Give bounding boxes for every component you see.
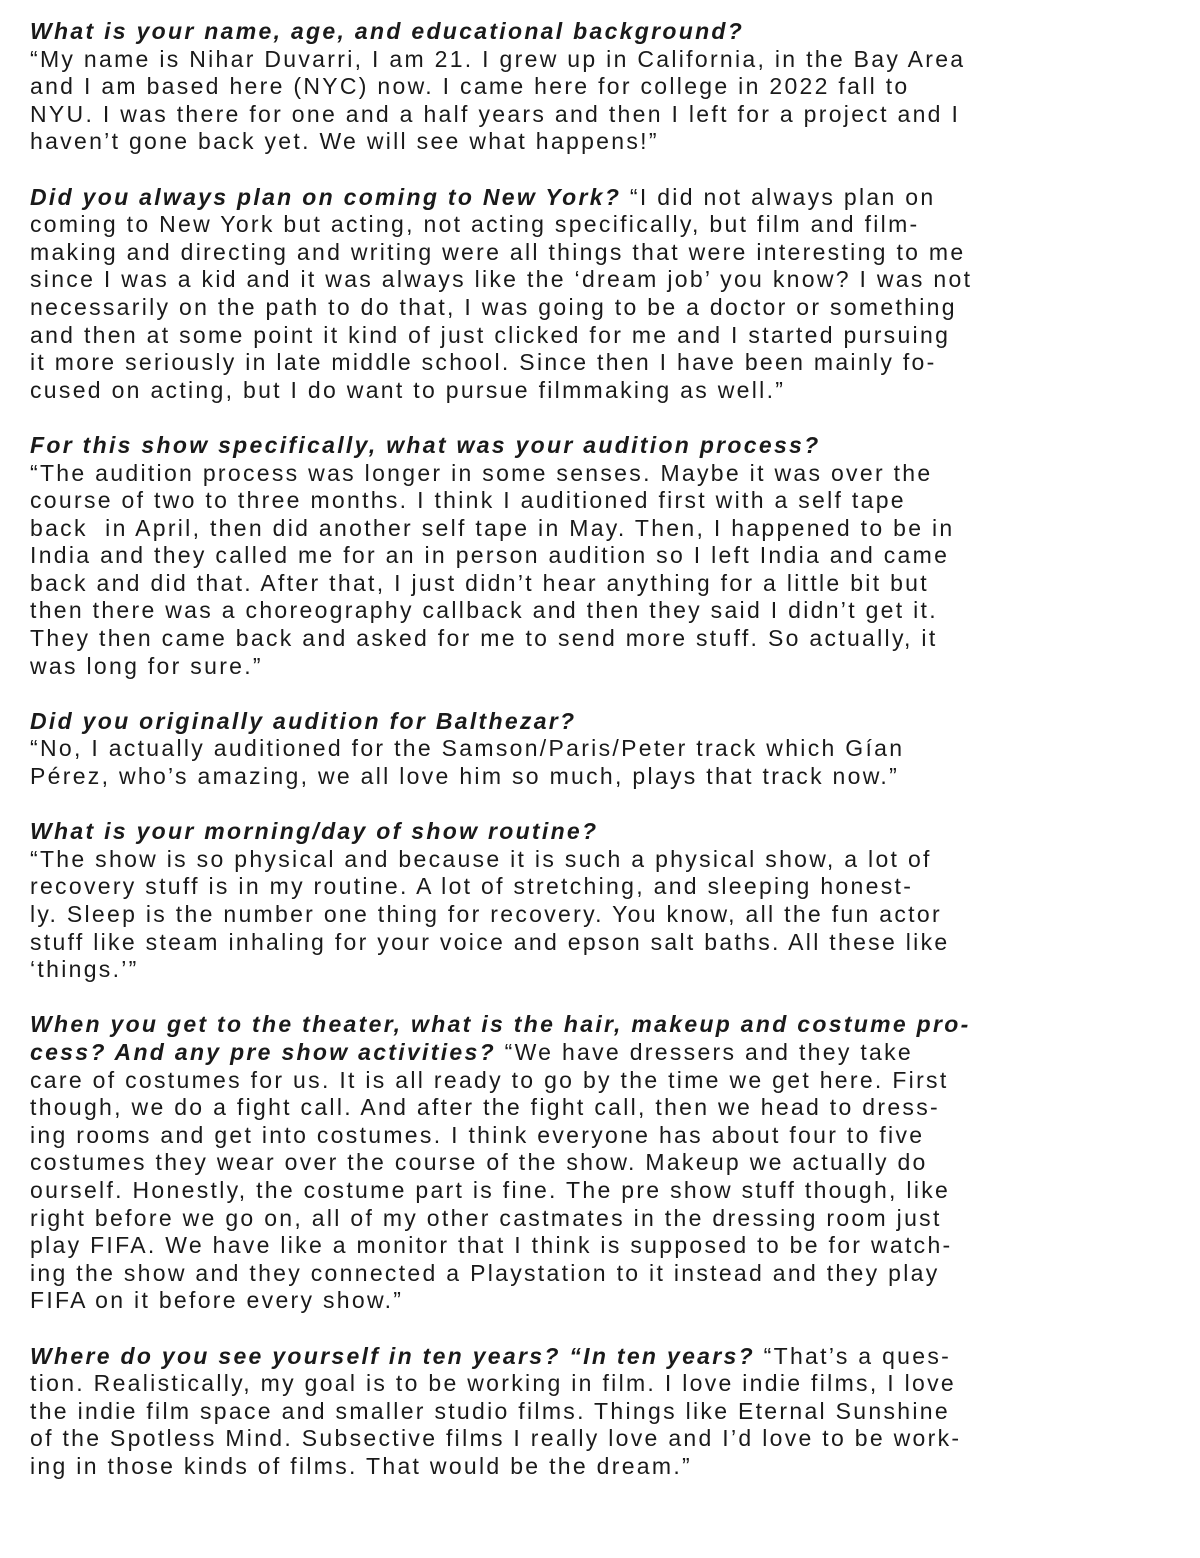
text-line: [30, 294, 1175, 322]
answer-text: ing in those kinds of films. That would be the dream.”: [30, 1452, 692, 1479]
text-line: [30, 1149, 1175, 1177]
answer-text: necessarily on the path to do that, I was going to be a doctor or something: [30, 293, 957, 320]
text-line: [30, 1370, 1175, 1398]
answer-text: course of two to three months. I think I auditioned first with a self tape: [30, 487, 906, 514]
answer-text: haven’t gone back yet. We will see what happens!”: [30, 128, 659, 155]
text-line: [30, 1067, 1175, 1095]
text-line: [30, 1039, 1175, 1067]
text-line: [30, 377, 1175, 405]
question-text: What is your morning/day of show routine?: [30, 818, 599, 845]
text-line: [30, 846, 1175, 874]
answer-text: India and they called me for an in person audition so I left India and came: [30, 542, 950, 569]
answer-text: of the Spotless Mind. Subsective films I really love and I’d love to be work-: [30, 1425, 962, 1452]
answer-text: ing the show and they connected a Playstation to it instead and they play: [30, 1259, 940, 1286]
text-line: [30, 1343, 1175, 1371]
answer-text: back and did that. After that, I just didn’t hear anything for a little bit but: [30, 569, 929, 596]
qa-block: [30, 184, 1175, 405]
text-line: [30, 542, 1175, 570]
answer-text: Pérez, who’s amazing, we all love him so much, plays that track now.”: [30, 763, 900, 790]
answer-text: FIFA on it before every show.”: [30, 1287, 404, 1314]
qa-block: [30, 432, 1175, 680]
text-line: [30, 432, 1175, 460]
text-line: [30, 515, 1175, 543]
answer-text: then there was a choreography callback and then they said I didn’t get it.: [30, 597, 938, 624]
question-text: When you get to the theater, what is the hair, makeup and costume pro-: [30, 1011, 971, 1038]
question-text: Where do you see yourself in ten years? “In ten years?: [30, 1342, 755, 1369]
answer-text: “We have dressers and they take: [495, 1038, 913, 1065]
answer-text: “No, I actually auditioned for the Samson/Paris/Peter track which Gían: [30, 735, 905, 762]
answer-text: They then came back and asked for me to send more stuff. So actually, it: [30, 625, 938, 652]
answer-text: “I did not always plan on: [621, 183, 936, 210]
answer-text: ly. Sleep is the number one thing for recovery. You know, all the fun actor: [30, 901, 942, 927]
answer-text: the indie film space and smaller studio films. Things like Eternal Sunshine: [30, 1397, 950, 1424]
text-line: [30, 1205, 1175, 1233]
paragraph-gap: [30, 404, 1175, 432]
text-line: [30, 1232, 1175, 1260]
answer-text: it more seriously in late middle school. Since then I have been mainly fo-: [30, 349, 937, 376]
text-line: [30, 625, 1175, 653]
text-line: [30, 873, 1175, 901]
text-line: [30, 239, 1175, 267]
text-line: [30, 1122, 1175, 1150]
answer-text: recovery stuff is in my routine. A lot of stretching, and sleeping honest-: [30, 873, 914, 900]
answer-text: and then at some point it kind of just clicked for me and I started pursuing: [30, 321, 951, 348]
qa-block: [30, 818, 1175, 984]
text-line: [30, 1287, 1175, 1315]
text-line: [30, 763, 1175, 791]
answer-text: ing rooms and get into costumes. I think everyone has about four to five: [30, 1121, 925, 1148]
question-text: Did you originally audition for Balthezar?: [30, 707, 577, 734]
text-line: [30, 929, 1175, 957]
paragraph-gap: [30, 984, 1175, 1012]
answer-text: back in April, then did another self tape in May. Then, I happened to be in: [30, 514, 955, 541]
text-line: [30, 956, 1175, 984]
qa-block: [30, 1011, 1175, 1315]
answer-text: costumes they wear over the course of the show. Makeup we actually do: [30, 1149, 928, 1176]
answer-text: ourself. Honestly, the costume part is fine. The pre show stuff though, like: [30, 1176, 951, 1203]
text-line: [30, 101, 1175, 129]
answer-text: stuff like steam inhaling for your voice and epson salt baths. All these like: [30, 928, 950, 955]
text-line: [30, 708, 1175, 736]
answer-text: coming to New York but acting, not acting specifically, but film and film-: [30, 211, 920, 238]
text-line: [30, 460, 1175, 488]
text-line: [30, 1094, 1175, 1122]
answer-text: tion. Realistically, my goal is to be working in film. I love indie films, I love: [30, 1370, 956, 1397]
text-line: [30, 349, 1175, 377]
text-line: [30, 818, 1175, 846]
paragraph-gap: [30, 156, 1175, 184]
answer-text: making and directing and writing were all things that were interesting to me: [30, 238, 966, 265]
answer-text: ‘things.’”: [30, 956, 139, 983]
answer-text: “The show is so physical and because it is such a physical show, a lot of: [30, 845, 932, 872]
answer-text: was long for sure.”: [30, 652, 263, 679]
question-text: cess? And any pre show activities?: [30, 1038, 496, 1065]
text-line: [30, 597, 1175, 625]
text-line: [30, 487, 1175, 515]
text-line: [30, 1425, 1175, 1453]
answer-text: and I am based here (NYC) now. I came here for college in 2022 fall to: [30, 73, 910, 100]
text-line: [30, 901, 1175, 929]
text-line: [30, 18, 1175, 46]
answer-text: cused on acting, but I do want to pursue filmmaking as well.”: [30, 376, 786, 403]
text-line: [30, 266, 1175, 294]
answer-text: since I was a kid and it was always like the ‘dream job’ you know? I was not: [30, 266, 973, 293]
answer-text: right before we go on, all of my other castmates in the dressing room just: [30, 1204, 942, 1231]
paragraph-gap: [30, 791, 1175, 819]
text-line: [30, 1011, 1175, 1039]
answer-text: “The audition process was longer in some senses. Maybe it was over the: [30, 459, 933, 486]
text-line: [30, 128, 1175, 156]
answer-text: play FIFA. We have like a monitor that I think is supposed to be for watch-: [30, 1232, 953, 1259]
qa-block: [30, 1343, 1175, 1481]
text-line: [30, 570, 1175, 598]
text-line: [30, 1177, 1175, 1205]
text-line: [30, 1398, 1175, 1426]
text-line: [30, 1260, 1175, 1288]
text-line: [30, 322, 1175, 350]
text-line: [30, 735, 1175, 763]
text-line: [30, 73, 1175, 101]
answer-text: “My name is Nihar Duvarri, I am 21. I grew up in California, in the Bay Area: [30, 45, 966, 72]
answer-text: care of costumes for us. It is all ready to go by the time we get here. First: [30, 1066, 949, 1093]
paragraph-gap: [30, 680, 1175, 708]
answer-text: “That’s a ques-: [754, 1342, 952, 1369]
text-line: [30, 1453, 1175, 1481]
question-text: For this show specifically, what was your audition process?: [30, 431, 821, 458]
answer-text: though, we do a fight call. And after the fight call, then we head to dress-: [30, 1094, 940, 1121]
qa-block: [30, 708, 1175, 791]
paragraph-gap: [30, 1315, 1175, 1343]
answer-text: NYU. I was there for one and a half years and then I left for a project and I: [30, 100, 961, 127]
qa-block: [30, 18, 1175, 156]
text-line: [30, 653, 1175, 681]
interview-article: [30, 18, 1175, 1480]
text-line: [30, 46, 1175, 74]
question-text: What is your name, age, and educational background?: [30, 18, 745, 44]
question-text: Did you always plan on coming to New York?: [30, 183, 622, 210]
text-line: [30, 211, 1175, 239]
text-line: [30, 184, 1175, 212]
